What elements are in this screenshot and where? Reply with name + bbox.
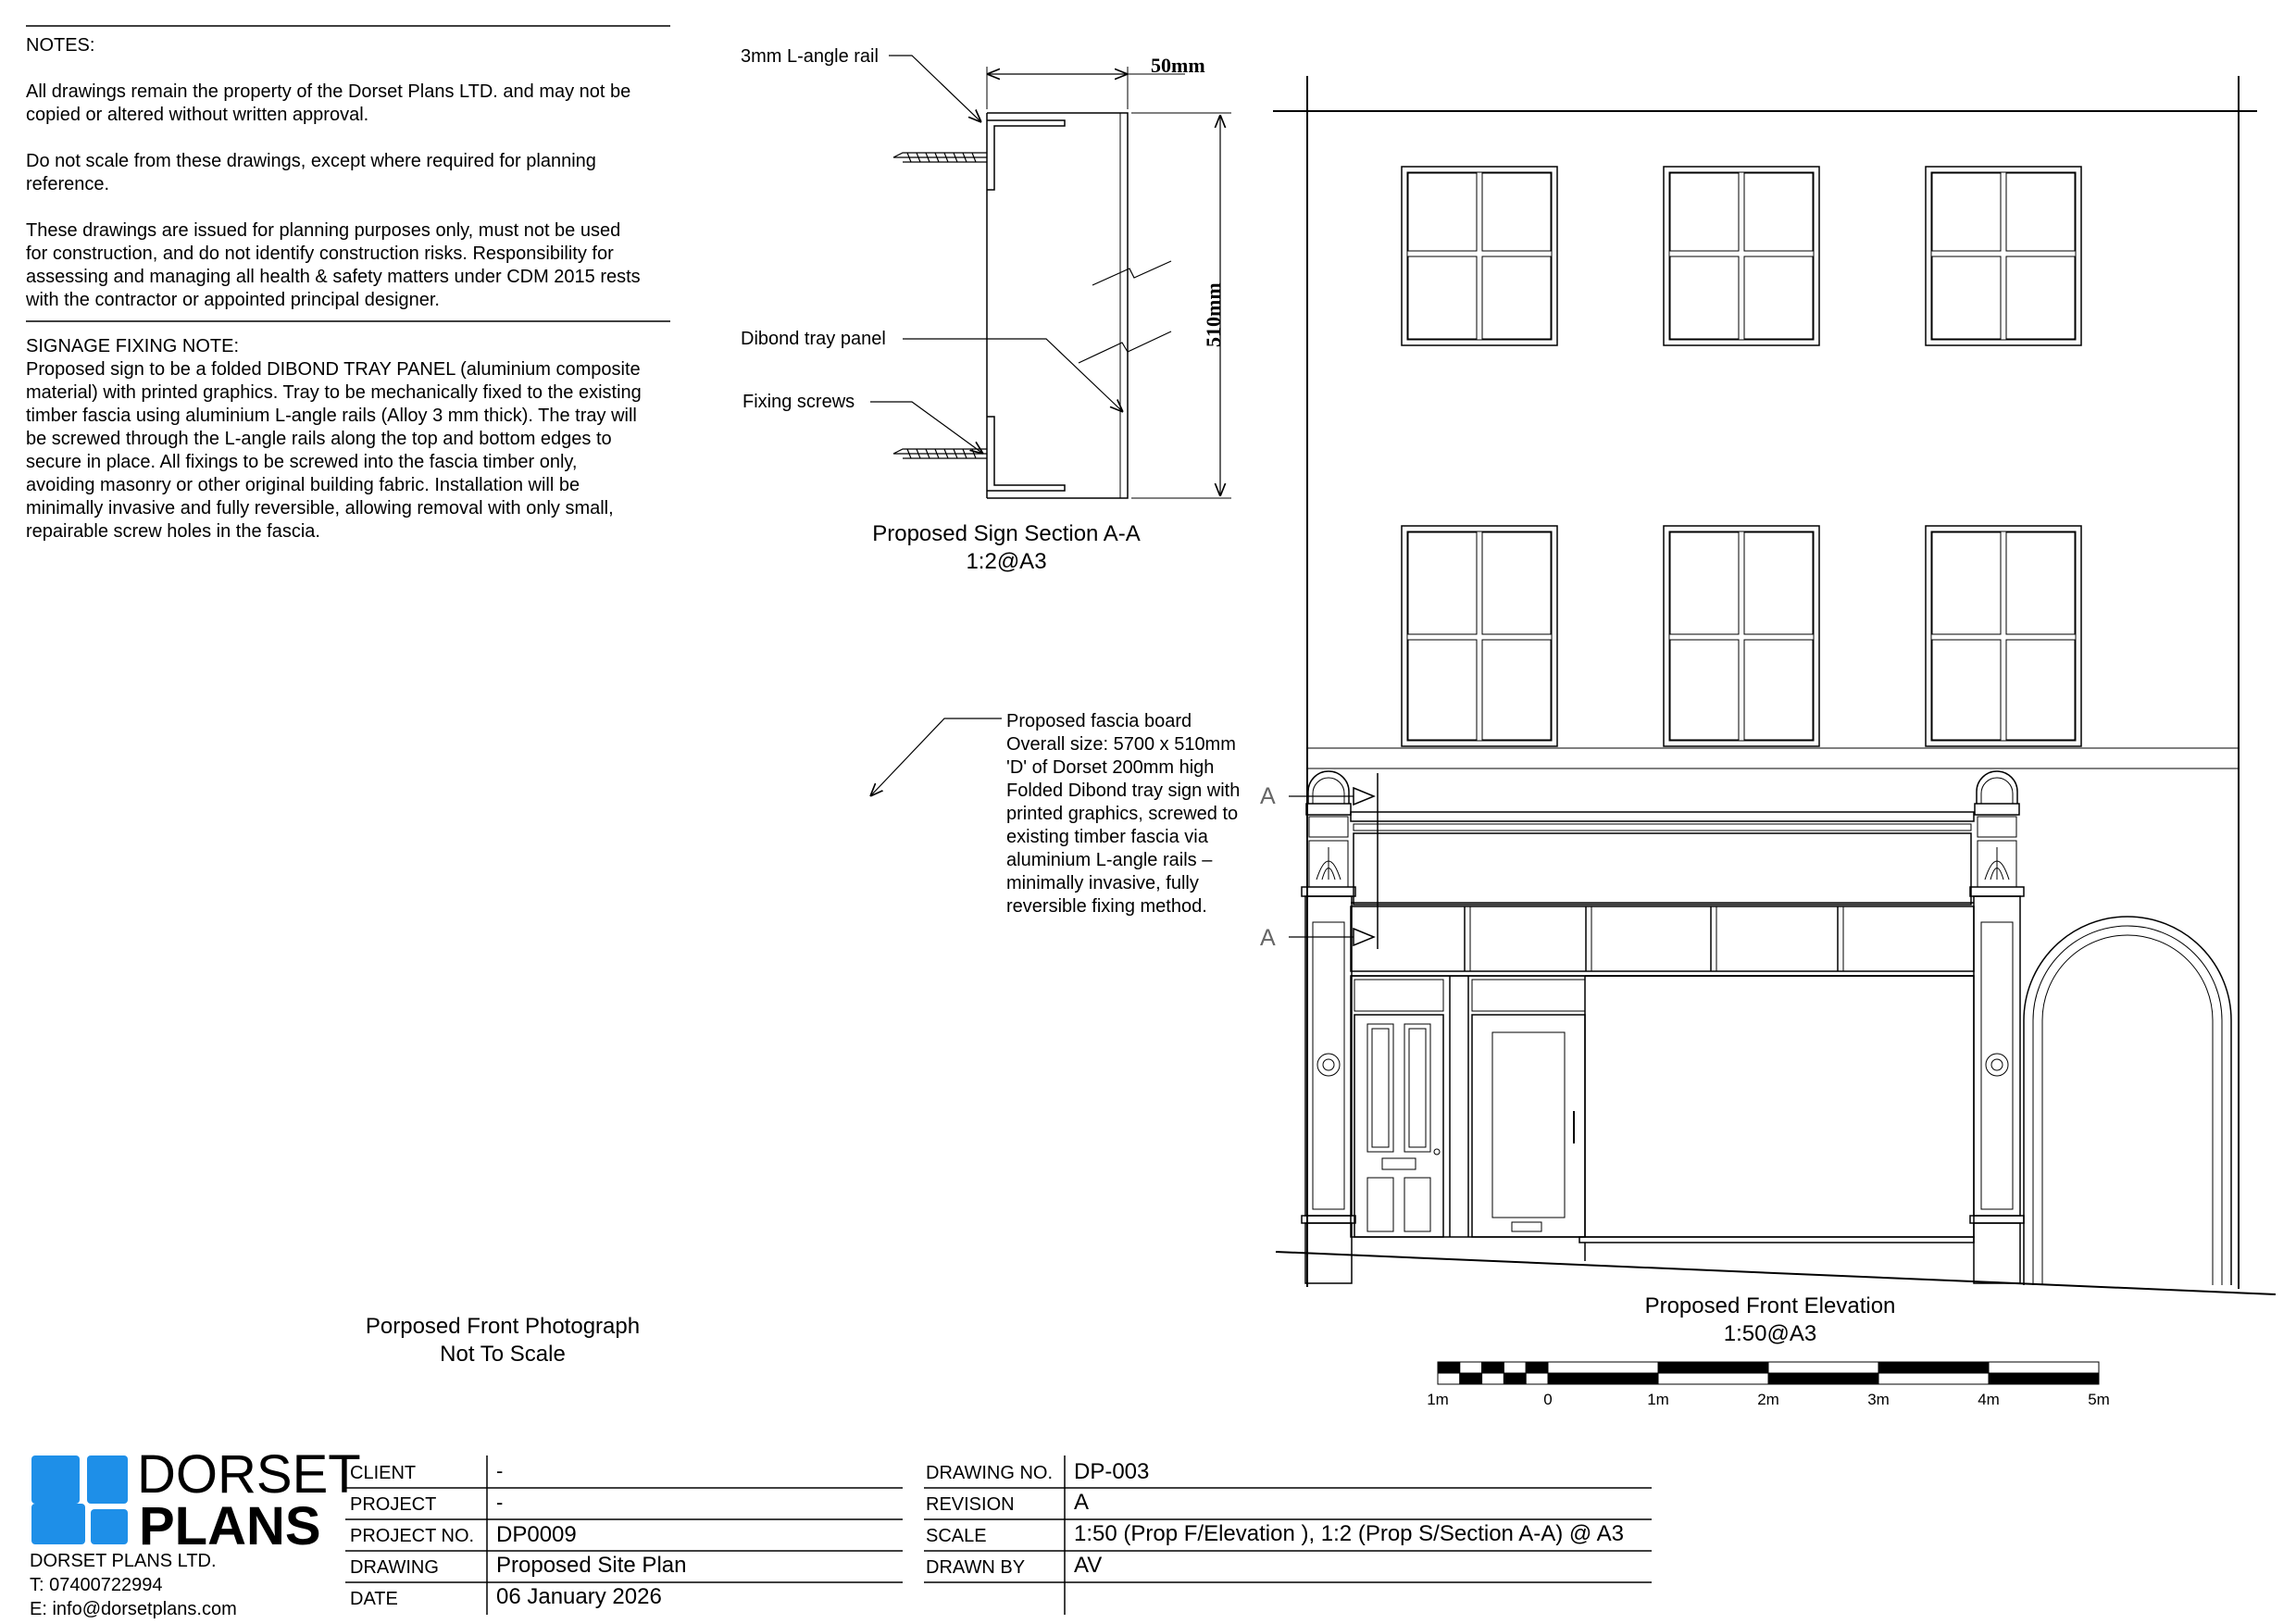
signage-line2: material) with printed graphics. Tray to be mechanically fixed to the existing xyxy=(26,382,642,403)
fascia-note-line3: 'D' of Dorset 200mm high xyxy=(1006,757,1215,778)
scale-bar-cell xyxy=(1658,1362,1768,1373)
fixing-screws xyxy=(893,153,987,458)
section-scale: 1:2@A3 xyxy=(966,549,1047,574)
transom-panels xyxy=(1351,906,1974,976)
scale-bar-label: 1m xyxy=(1427,1391,1449,1408)
fascia-note-line7: aluminium L-angle rails – xyxy=(1006,850,1213,870)
window xyxy=(1926,526,2081,746)
logo-line2: PLANS xyxy=(139,1496,321,1556)
arched-opening xyxy=(2024,917,2231,1285)
logo-mark-icon xyxy=(31,1455,128,1544)
client-value: - xyxy=(496,1459,504,1482)
panel-label: Dibond tray panel xyxy=(741,329,886,349)
notes-panel xyxy=(25,26,670,542)
elevation-title: Proposed Front Elevation xyxy=(1644,1293,1896,1318)
company-email: E: info@dorsetplans.com xyxy=(30,1599,237,1619)
scale-bar-label: 5m xyxy=(2088,1391,2110,1408)
fascia-note-line2: Overall size: 5700 x 510mm xyxy=(1006,734,1236,755)
scale-label: SCALE xyxy=(926,1526,987,1546)
drawing-label: DRAWING xyxy=(350,1557,439,1578)
signage-heading: SIGNAGE FIXING NOTE: xyxy=(26,336,240,356)
rail-label: 3mm L-angle rail xyxy=(741,46,879,67)
height-dimension: 510mm xyxy=(1202,282,1225,347)
left-pilaster xyxy=(1302,771,1355,1283)
scale-bar-cell xyxy=(1482,1373,1504,1384)
fascia-note-line4: Folded Dibond tray sign with xyxy=(1006,781,1241,801)
scale-bar-cell xyxy=(1658,1373,1768,1384)
screws-label: Fixing screws xyxy=(742,392,855,412)
drawing-no-value: DP-003 xyxy=(1074,1459,1150,1484)
signage-line8: repairable screw holes in the fascia. xyxy=(26,521,320,542)
fascia-note-line8: minimally invasive, fully xyxy=(1006,873,1199,893)
top-l-angle-rail xyxy=(987,120,1065,190)
elevation-scale: 1:50@A3 xyxy=(1723,1321,1817,1346)
right-pilaster xyxy=(1970,771,2024,1283)
scale-bar-cell xyxy=(1504,1373,1526,1384)
drawing-value: Proposed Site Plan xyxy=(496,1553,687,1578)
scale-bar-label: 0 xyxy=(1543,1391,1553,1408)
section-title: Proposed Sign Section A-A xyxy=(872,521,1141,546)
width-dimension: 50mm xyxy=(1151,54,1205,77)
scale-bar-cell xyxy=(1460,1373,1482,1384)
window xyxy=(1402,526,1557,746)
glazed-door xyxy=(1472,1015,1585,1237)
scale-bar xyxy=(1427,1362,2110,1408)
notes-heading: NOTES: xyxy=(26,35,95,56)
front-elevation xyxy=(1273,76,2276,1294)
fascia-note xyxy=(870,711,1240,917)
signage-line6: avoiding masonry or other original building fabric. Installation will be xyxy=(26,475,580,495)
scale-bar-cell xyxy=(1526,1362,1548,1373)
drawing-no-label: DRAWING NO. xyxy=(926,1463,1054,1483)
window xyxy=(1664,526,1819,746)
project-label: PROJECT xyxy=(350,1494,437,1515)
photo-title: Porposed Front Photograph xyxy=(365,1314,641,1339)
bottom-l-angle-rail xyxy=(987,417,1065,491)
signage-line1: Proposed sign to be a folded DIBOND TRAY PANEL (aluminium composite xyxy=(26,359,641,380)
scale-bar-label: 1m xyxy=(1647,1391,1669,1408)
scale-bar-cell xyxy=(1768,1373,1878,1384)
signage-line5: secure in place. All fixings to be screwed into the fascia timber only, xyxy=(26,452,578,472)
window xyxy=(1926,167,2081,345)
client-label: CLIENT xyxy=(350,1463,417,1483)
scale-bar-cell xyxy=(1438,1362,1460,1373)
signage-line3: timber fascia using aluminium L-angle rails (Alloy 3 mm thick). The tray will xyxy=(26,406,637,426)
drawn-by-label: DRAWN BY xyxy=(926,1557,1026,1578)
shopfront xyxy=(1351,976,1974,1261)
scale-bar-label: 2m xyxy=(1757,1391,1779,1408)
project-value: - xyxy=(496,1491,504,1514)
company-phone: T: 07400722994 xyxy=(30,1575,163,1595)
scale-bar-cell xyxy=(1768,1362,1878,1373)
section-mark-a-top: A xyxy=(1260,783,1276,809)
stallriser xyxy=(1579,1237,1974,1243)
sign-section-detail xyxy=(870,56,1231,498)
dibond-tray-outline xyxy=(987,113,1128,498)
signage-line7: minimally invasive and fully reversible, allowing removal with only small, xyxy=(26,498,614,518)
scale-bar-cell xyxy=(1526,1373,1548,1384)
fascia-board xyxy=(1351,812,1974,906)
scale-bar-cell xyxy=(1989,1362,2099,1373)
date-value: 06 January 2026 xyxy=(496,1584,662,1609)
notes-para1-line2: copied or altered without written approval. xyxy=(26,105,369,125)
company-name: DORSET PLANS LTD. xyxy=(30,1551,217,1571)
notes-para3-line1: These drawings are issued for planning purposes only, must not be used xyxy=(26,220,621,241)
notes-para3-line2: for construction, and do not identify construction risks. Responsibility for xyxy=(26,244,614,264)
company-logo xyxy=(31,1444,361,1556)
scale-bar-label: 3m xyxy=(1867,1391,1890,1408)
drawn-by-value: AV xyxy=(1074,1553,1103,1578)
scale-bar-cell xyxy=(1438,1373,1460,1384)
project-no-label: PROJECT NO. xyxy=(350,1526,475,1546)
scale-bar-cell xyxy=(1878,1373,1989,1384)
scale-bar-label: 4m xyxy=(1978,1391,2000,1408)
scale-value: 1:50 (Prop F/Elevation ), 1:2 (Prop S/Section A-A) @ A3 xyxy=(1074,1521,1624,1546)
project-no-value: DP0009 xyxy=(496,1522,577,1547)
scale-bar-cell xyxy=(1989,1373,2099,1384)
scale-bar-cell xyxy=(1460,1362,1482,1373)
logo-line1: DORSET xyxy=(137,1444,361,1505)
scale-bar-cell xyxy=(1548,1373,1658,1384)
scale-bar-cell xyxy=(1482,1362,1504,1373)
fascia-note-line1: Proposed fascia board xyxy=(1006,711,1192,731)
window xyxy=(1664,167,1819,345)
notes-para2-line2: reference. xyxy=(26,174,110,194)
window xyxy=(1402,167,1557,345)
signage-line4: be screwed through the L-angle rails along the top and bottom edges to xyxy=(26,429,612,449)
fascia-note-line5: printed graphics, screwed to xyxy=(1006,804,1239,824)
notes-para2-line1: Do not scale from these drawings, except where required for planning xyxy=(26,151,596,171)
notes-para1-line1: All drawings remain the property of the Dorset Plans LTD. and may not be xyxy=(26,81,631,102)
revision-value: A xyxy=(1074,1490,1090,1515)
section-mark-a-bottom: A xyxy=(1260,925,1276,951)
fascia-note-line9: reversible fixing method. xyxy=(1006,896,1207,917)
scale-bar-cell xyxy=(1504,1362,1526,1373)
revision-label: REVISION xyxy=(926,1494,1015,1515)
scale-bar-cell xyxy=(1548,1362,1658,1373)
notes-para3-line4: with the contractor or appointed principal designer. xyxy=(26,290,440,310)
scale-bar-cell xyxy=(1878,1362,1989,1373)
photo-subtitle: Not To Scale xyxy=(440,1342,566,1367)
date-label: DATE xyxy=(350,1589,398,1609)
ground-line xyxy=(1276,1252,2276,1294)
fascia-note-line6: existing timber fascia via xyxy=(1006,827,1208,847)
notes-para3-line3: assessing and managing all health & safety matters under CDM 2015 rests xyxy=(26,267,641,287)
